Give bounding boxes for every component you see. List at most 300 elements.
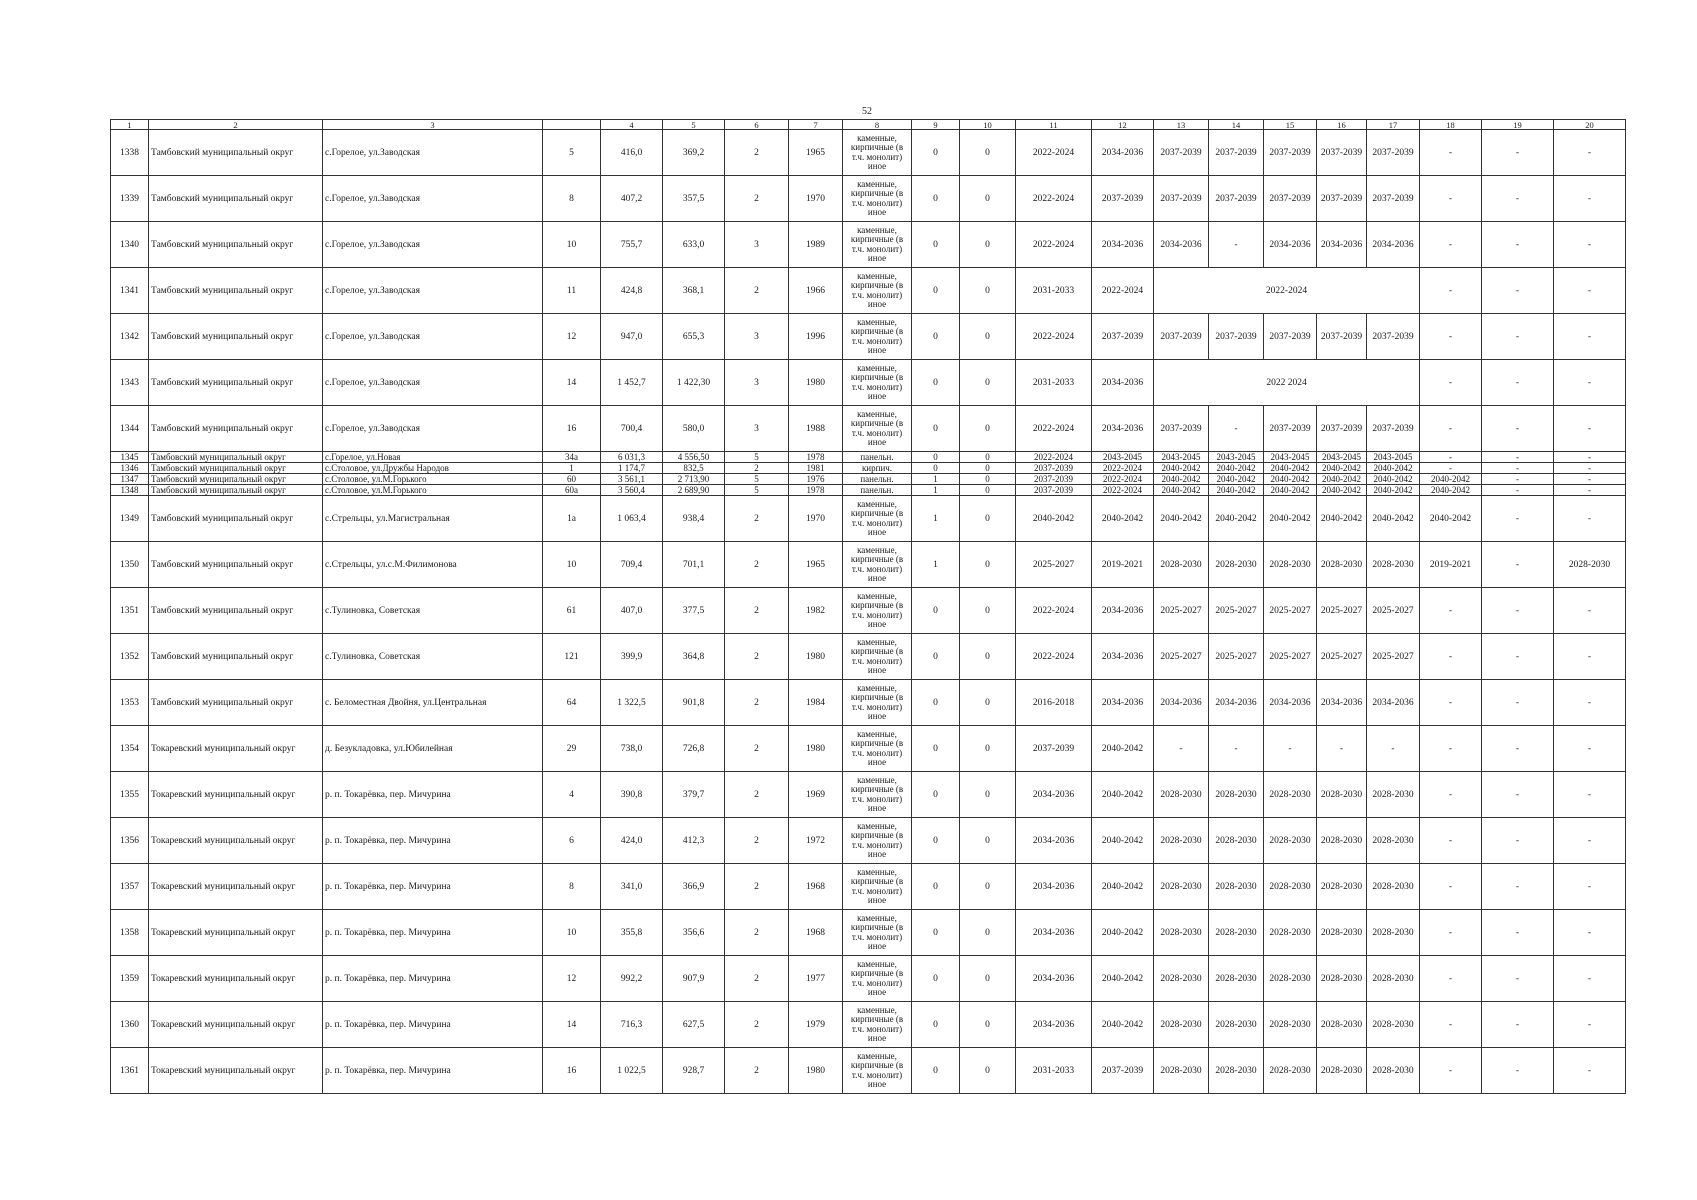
floor-count: 2 xyxy=(725,496,789,542)
col-9-value: 0 xyxy=(912,588,960,634)
table-row xyxy=(111,864,1626,910)
district-name: Тамбовский муниципальный округ xyxy=(149,130,323,176)
wall-material-line: т.ч. монолит) xyxy=(851,655,903,666)
district-name: Токаревский муниципальный округ xyxy=(149,1002,323,1048)
wall-material-line: иное xyxy=(867,618,887,629)
wall-material xyxy=(843,726,912,772)
wall-material xyxy=(843,406,912,452)
wall-material-line: т.ч. монолит) xyxy=(851,885,903,896)
wall-material-line: каменные, xyxy=(857,591,897,602)
col-13-period: 2037-2039 xyxy=(1154,314,1209,360)
col-19-period: - xyxy=(1482,222,1554,268)
col-20-period: - xyxy=(1554,406,1626,452)
total-area: 1 063,4 xyxy=(601,496,663,542)
table-row xyxy=(111,222,1626,268)
total-area: 407,2 xyxy=(601,176,663,222)
total-area: 407,0 xyxy=(601,588,663,634)
col-14-period: 2025-2027 xyxy=(1209,588,1264,634)
wall-material-line: иное xyxy=(867,1078,887,1089)
wall-material xyxy=(843,268,912,314)
col-19-period: - xyxy=(1482,268,1554,314)
wall-material-line: каменные, xyxy=(857,867,897,878)
col-10-value: 0 xyxy=(960,406,1016,452)
address: с.Столовое, ул.М.Горького xyxy=(323,474,543,485)
district-name: Тамбовский муниципальный округ xyxy=(149,496,323,542)
col-19-period: - xyxy=(1482,1002,1554,1048)
col-13-period: 2034-2036 xyxy=(1154,680,1209,726)
col-20-period: - xyxy=(1554,452,1626,463)
address: с.Тулиновка, Советская xyxy=(323,634,543,680)
wall-material-line: кирпичные (в xyxy=(850,508,904,519)
district-name: Токаревский муниципальный округ xyxy=(149,772,323,818)
floor-count: 3 xyxy=(725,222,789,268)
col-20-period: - xyxy=(1554,130,1626,176)
col-15-period: 2037-2039 xyxy=(1264,130,1317,176)
row-number: 1354 xyxy=(111,726,149,772)
house-number: 11 xyxy=(543,268,601,314)
col-18-period: - xyxy=(1420,452,1482,463)
residential-area: 2 689,90 xyxy=(663,485,725,496)
residential-area: 907,9 xyxy=(663,956,725,1002)
col-20-period: - xyxy=(1554,268,1626,314)
wall-material-line: иное xyxy=(867,572,887,583)
district-name: Тамбовский муниципальный округ xyxy=(149,588,323,634)
wall-material-line: каменные, xyxy=(857,1005,897,1016)
col-header: 2 xyxy=(149,120,323,130)
row-number: 1359 xyxy=(111,956,149,1002)
wall-material-line: кирпичные (в xyxy=(850,830,904,841)
col-12-period: 2034-2036 xyxy=(1092,680,1154,726)
col-11-period: 2022-2024 xyxy=(1016,130,1092,176)
row-number: 1341 xyxy=(111,268,149,314)
total-area: 424,0 xyxy=(601,818,663,864)
residential-area: 4 556,50 xyxy=(663,452,725,463)
col-10-value: 0 xyxy=(960,634,1016,680)
col-20-period: - xyxy=(1554,222,1626,268)
col-14-period: 2037-2039 xyxy=(1209,176,1264,222)
col-16-period: - xyxy=(1317,726,1367,772)
col-15-period: 2028-2030 xyxy=(1264,1002,1317,1048)
col-14-period: 2025-2027 xyxy=(1209,634,1264,680)
wall-material-line: каменные, xyxy=(857,959,897,970)
col-10-value: 0 xyxy=(960,818,1016,864)
col-12-period: 2040-2042 xyxy=(1092,496,1154,542)
col-14-period: 2040-2042 xyxy=(1209,463,1264,474)
wall-material-line: каменные, xyxy=(857,363,897,374)
table-row xyxy=(111,956,1626,1002)
col-9-value: 0 xyxy=(912,360,960,406)
col-9-value: 0 xyxy=(912,176,960,222)
wall-material-line: кирпичные (в xyxy=(850,968,904,979)
col-9-value: 0 xyxy=(912,680,960,726)
table-row xyxy=(111,452,1626,463)
residential-area: 356,6 xyxy=(663,910,725,956)
floor-count: 2 xyxy=(725,864,789,910)
col-11-period: 2040-2042 xyxy=(1016,496,1092,542)
col-16-period: 2028-2030 xyxy=(1317,772,1367,818)
col-18-period: - xyxy=(1420,406,1482,452)
wall-material: кирпич. xyxy=(843,463,912,474)
wall-material-line: каменные, xyxy=(857,775,897,786)
address: с.Горелое, ул.Заводская xyxy=(323,314,543,360)
build-year: 1996 xyxy=(789,314,843,360)
col-13-period: 2028-2030 xyxy=(1154,1048,1209,1094)
col-12-period: 2040-2042 xyxy=(1092,1002,1154,1048)
district-name: Тамбовский муниципальный округ xyxy=(149,634,323,680)
residential-area: 901,8 xyxy=(663,680,725,726)
district-name: Тамбовский муниципальный округ xyxy=(149,406,323,452)
wall-material xyxy=(843,1048,912,1094)
floor-count: 2 xyxy=(725,463,789,474)
build-year: 1970 xyxy=(789,176,843,222)
col-17-period: 2028-2030 xyxy=(1367,956,1420,1002)
row-number: 1353 xyxy=(111,680,149,726)
build-year: 1988 xyxy=(789,406,843,452)
table-row xyxy=(111,634,1626,680)
table-row xyxy=(111,268,1626,314)
build-year: 1977 xyxy=(789,956,843,1002)
col-20-period: - xyxy=(1554,360,1626,406)
house-number: 64 xyxy=(543,680,601,726)
col-20-period: - xyxy=(1554,726,1626,772)
total-area: 992,2 xyxy=(601,956,663,1002)
floor-count: 2 xyxy=(725,818,789,864)
col-17-period: 2037-2039 xyxy=(1367,130,1420,176)
merged-period: 2022-2024 xyxy=(1154,268,1420,314)
residential-area: 368,1 xyxy=(663,268,725,314)
total-area: 6 031,3 xyxy=(601,452,663,463)
col-10-value: 0 xyxy=(960,1002,1016,1048)
col-17-period: 2028-2030 xyxy=(1367,818,1420,864)
col-15-period: 2028-2030 xyxy=(1264,542,1317,588)
residential-area: 1 422,30 xyxy=(663,360,725,406)
table-row xyxy=(111,463,1626,474)
col-14-period: 2028-2030 xyxy=(1209,1002,1264,1048)
col-header: 5 xyxy=(663,120,725,130)
wall-material-line: каменные, xyxy=(857,133,897,144)
row-number: 1360 xyxy=(111,1002,149,1048)
col-10-value: 0 xyxy=(960,176,1016,222)
address: с.Горелое, ул.Заводская xyxy=(323,268,543,314)
col-15-period: 2028-2030 xyxy=(1264,956,1317,1002)
col-11-period: 2022-2024 xyxy=(1016,452,1092,463)
wall-material: панельн. xyxy=(843,474,912,485)
house-number: 34а xyxy=(543,452,601,463)
col-10-value: 0 xyxy=(960,496,1016,542)
house-number: 1 xyxy=(543,463,601,474)
floor-count: 2 xyxy=(725,1048,789,1094)
wall-material xyxy=(843,956,912,1002)
col-16-period: 2034-2036 xyxy=(1317,222,1367,268)
col-9-value: 0 xyxy=(912,452,960,463)
col-20-period: 2028-2030 xyxy=(1554,542,1626,588)
row-number: 1355 xyxy=(111,772,149,818)
build-year: 1980 xyxy=(789,360,843,406)
wall-material-line: т.ч. монолит) xyxy=(851,151,903,162)
col-10-value: 0 xyxy=(960,474,1016,485)
wall-material-line: т.ч. монолит) xyxy=(851,381,903,392)
col-16-period: 2037-2039 xyxy=(1317,176,1367,222)
col-12-period: 2037-2039 xyxy=(1092,1048,1154,1094)
house-number: 14 xyxy=(543,360,601,406)
col-17-period: 2028-2030 xyxy=(1367,542,1420,588)
col-18-period: - xyxy=(1420,956,1482,1002)
col-header: 15 xyxy=(1264,120,1317,130)
col-header: 4 xyxy=(601,120,663,130)
col-16-period: 2040-2042 xyxy=(1317,463,1367,474)
col-9-value: 0 xyxy=(912,634,960,680)
col-10-value: 0 xyxy=(960,588,1016,634)
col-12-period: 2034-2036 xyxy=(1092,634,1154,680)
wall-material xyxy=(843,542,912,588)
table-row xyxy=(111,314,1626,360)
col-19-period: - xyxy=(1482,1048,1554,1094)
col-20-period: - xyxy=(1554,956,1626,1002)
col-19-period: - xyxy=(1482,634,1554,680)
row-number: 1346 xyxy=(111,463,149,474)
house-number: 60а xyxy=(543,485,601,496)
wall-material-line: кирпичные (в xyxy=(850,372,904,383)
col-14-period: 2040-2042 xyxy=(1209,474,1264,485)
col-10-value: 0 xyxy=(960,680,1016,726)
row-number: 1348 xyxy=(111,485,149,496)
wall-material xyxy=(843,360,912,406)
col-12-period: 2040-2042 xyxy=(1092,772,1154,818)
col-20-period: - xyxy=(1554,1002,1626,1048)
district-name: Токаревский муниципальный округ xyxy=(149,956,323,1002)
col-11-period: 2022-2024 xyxy=(1016,406,1092,452)
col-11-period: 2016-2018 xyxy=(1016,680,1092,726)
col-16-period: 2025-2027 xyxy=(1317,634,1367,680)
total-area: 947,0 xyxy=(601,314,663,360)
row-number: 1338 xyxy=(111,130,149,176)
residential-area: 366,9 xyxy=(663,864,725,910)
floor-count: 5 xyxy=(725,452,789,463)
col-14-period: 2034-2036 xyxy=(1209,680,1264,726)
build-year: 1980 xyxy=(789,726,843,772)
col-10-value: 0 xyxy=(960,864,1016,910)
col-13-period: 2028-2030 xyxy=(1154,1002,1209,1048)
row-number: 1351 xyxy=(111,588,149,634)
build-year: 1984 xyxy=(789,680,843,726)
col-12-period: 2034-2036 xyxy=(1092,406,1154,452)
wall-material-line: кирпичные (в xyxy=(850,876,904,887)
col-19-period: - xyxy=(1482,542,1554,588)
wall-material-line: т.ч. монолит) xyxy=(851,1069,903,1080)
col-12-period: 2022-2024 xyxy=(1092,474,1154,485)
col-15-period: 2037-2039 xyxy=(1264,314,1317,360)
floor-count: 2 xyxy=(725,910,789,956)
table-row xyxy=(111,1048,1626,1094)
col-9-value: 0 xyxy=(912,463,960,474)
col-12-period: 2040-2042 xyxy=(1092,864,1154,910)
col-17-period: 2040-2042 xyxy=(1367,496,1420,542)
row-number: 1361 xyxy=(111,1048,149,1094)
wall-material-line: т.ч. монолит) xyxy=(851,931,903,942)
address: с. Беломестная Двойня, ул.Центральная xyxy=(323,680,543,726)
col-17-period: 2043-2045 xyxy=(1367,452,1420,463)
col-16-period: 2028-2030 xyxy=(1317,956,1367,1002)
row-number: 1344 xyxy=(111,406,149,452)
col-14-period: 2028-2030 xyxy=(1209,956,1264,1002)
col-13-period: 2040-2042 xyxy=(1154,474,1209,485)
col-11-period: 2034-2036 xyxy=(1016,772,1092,818)
col-header: 19 xyxy=(1482,120,1554,130)
address: р. п. Токарёвка, пер. Мичурина xyxy=(323,956,543,1002)
district-name: Токаревский муниципальный округ xyxy=(149,864,323,910)
col-20-period: - xyxy=(1554,314,1626,360)
col-20-period: - xyxy=(1554,474,1626,485)
col-header: 12 xyxy=(1092,120,1154,130)
district-name: Тамбовский муниципальный округ xyxy=(149,360,323,406)
address: р. п. Токарёвка, пер. Мичурина xyxy=(323,1002,543,1048)
col-11-period: 2022-2024 xyxy=(1016,176,1092,222)
wall-material-line: иное xyxy=(867,802,887,813)
floor-count: 2 xyxy=(725,130,789,176)
col-16-period: 2037-2039 xyxy=(1317,406,1367,452)
col-19-period: - xyxy=(1482,314,1554,360)
col-17-period: 2028-2030 xyxy=(1367,910,1420,956)
col-14-period: 2040-2042 xyxy=(1209,496,1264,542)
col-11-period: 2034-2036 xyxy=(1016,910,1092,956)
build-year: 1978 xyxy=(789,452,843,463)
col-18-period: - xyxy=(1420,634,1482,680)
col-16-period: 2028-2030 xyxy=(1317,910,1367,956)
col-9-value: 1 xyxy=(912,485,960,496)
col-19-period: - xyxy=(1482,496,1554,542)
col-15-period: 2043-2045 xyxy=(1264,452,1317,463)
col-20-period: - xyxy=(1554,680,1626,726)
col-19-period: - xyxy=(1482,452,1554,463)
col-12-period: 2037-2039 xyxy=(1092,176,1154,222)
house-number: 10 xyxy=(543,910,601,956)
address: с.Столовое, ул.М.Горького xyxy=(323,485,543,496)
col-12-period: 2040-2042 xyxy=(1092,726,1154,772)
col-18-period: - xyxy=(1420,314,1482,360)
col-10-value: 0 xyxy=(960,222,1016,268)
residential-area: 726,8 xyxy=(663,726,725,772)
col-20-period: - xyxy=(1554,463,1626,474)
build-year: 1981 xyxy=(789,463,843,474)
col-19-period: - xyxy=(1482,818,1554,864)
floor-count: 2 xyxy=(725,956,789,1002)
col-header: 9 xyxy=(912,120,960,130)
col-11-period: 2034-2036 xyxy=(1016,1002,1092,1048)
col-16-period: 2040-2042 xyxy=(1317,474,1367,485)
address: р. п. Токарёвка, пер. Мичурина xyxy=(323,910,543,956)
col-14-period: 2028-2030 xyxy=(1209,772,1264,818)
row-number: 1345 xyxy=(111,452,149,463)
table-row xyxy=(111,726,1626,772)
col-19-period: - xyxy=(1482,726,1554,772)
col-13-period: 2028-2030 xyxy=(1154,956,1209,1002)
district-name: Тамбовский муниципальный округ xyxy=(149,452,323,463)
address: с.Стрельцы, ул.Магистральная xyxy=(323,496,543,542)
col-17-period: 2034-2036 xyxy=(1367,680,1420,726)
col-13-period: 2028-2030 xyxy=(1154,772,1209,818)
col-11-period: 2034-2036 xyxy=(1016,864,1092,910)
col-17-period: 2028-2030 xyxy=(1367,1048,1420,1094)
floor-count: 3 xyxy=(725,360,789,406)
col-10-value: 0 xyxy=(960,726,1016,772)
district-name: Тамбовский муниципальный округ xyxy=(149,474,323,485)
residential-area: 412,3 xyxy=(663,818,725,864)
house-number: 16 xyxy=(543,1048,601,1094)
col-14-period: 2028-2030 xyxy=(1209,1048,1264,1094)
col-15-period: 2025-2027 xyxy=(1264,588,1317,634)
residential-area: 928,7 xyxy=(663,1048,725,1094)
col-20-period: - xyxy=(1554,910,1626,956)
col-14-period: 2028-2030 xyxy=(1209,910,1264,956)
wall-material-line: иное xyxy=(867,894,887,905)
col-12-period: 2037-2039 xyxy=(1092,314,1154,360)
wall-material-line: т.ч. монолит) xyxy=(851,517,903,528)
col-header: 18 xyxy=(1420,120,1482,130)
col-19-period: - xyxy=(1482,130,1554,176)
wall-material xyxy=(843,222,912,268)
col-18-period: - xyxy=(1420,1002,1482,1048)
total-area: 3 561,1 xyxy=(601,474,663,485)
address: с.Столовое, ул.Дружбы Народов xyxy=(323,463,543,474)
wall-material xyxy=(843,818,912,864)
col-10-value: 0 xyxy=(960,485,1016,496)
row-number: 1340 xyxy=(111,222,149,268)
col-17-period: 2028-2030 xyxy=(1367,1002,1420,1048)
wall-material-line: т.ч. монолит) xyxy=(851,243,903,254)
wall-material-line: иное xyxy=(867,940,887,951)
district-name: Тамбовский муниципальный округ xyxy=(149,176,323,222)
col-9-value: 1 xyxy=(912,474,960,485)
col-17-period: 2037-2039 xyxy=(1367,406,1420,452)
row-number: 1356 xyxy=(111,818,149,864)
col-14-period: 2040-2042 xyxy=(1209,485,1264,496)
col-9-value: 0 xyxy=(912,222,960,268)
table-row xyxy=(111,130,1626,176)
col-13-period: 2040-2042 xyxy=(1154,463,1209,474)
col-11-period: 2037-2039 xyxy=(1016,474,1092,485)
district-name: Тамбовский муниципальный округ xyxy=(149,463,323,474)
build-year: 1966 xyxy=(789,268,843,314)
table-row xyxy=(111,360,1626,406)
total-area: 700,4 xyxy=(601,406,663,452)
house-number: 60 xyxy=(543,474,601,485)
col-18-period: - xyxy=(1420,588,1482,634)
col-18-period: 2040-2042 xyxy=(1420,474,1482,485)
district-name: Тамбовский муниципальный округ xyxy=(149,485,323,496)
house-number: 16 xyxy=(543,406,601,452)
total-area: 399,9 xyxy=(601,634,663,680)
floor-count: 3 xyxy=(725,314,789,360)
col-10-value: 0 xyxy=(960,452,1016,463)
floor-count: 2 xyxy=(725,772,789,818)
col-10-value: 0 xyxy=(960,542,1016,588)
col-12-period: 2034-2036 xyxy=(1092,222,1154,268)
wall-material-line: каменные, xyxy=(857,409,897,420)
col-20-period: - xyxy=(1554,176,1626,222)
col-19-period: - xyxy=(1482,864,1554,910)
residential-area: 580,0 xyxy=(663,406,725,452)
wall-material-line: т.ч. монолит) xyxy=(851,335,903,346)
row-number: 1339 xyxy=(111,176,149,222)
wall-material-line: каменные, xyxy=(857,1051,897,1062)
table-row xyxy=(111,542,1626,588)
col-19-period: - xyxy=(1482,406,1554,452)
col-18-period: - xyxy=(1420,176,1482,222)
col-header: 6 xyxy=(725,120,789,130)
table-row xyxy=(111,496,1626,542)
house-number: 14 xyxy=(543,1002,601,1048)
col-19-period: - xyxy=(1482,910,1554,956)
